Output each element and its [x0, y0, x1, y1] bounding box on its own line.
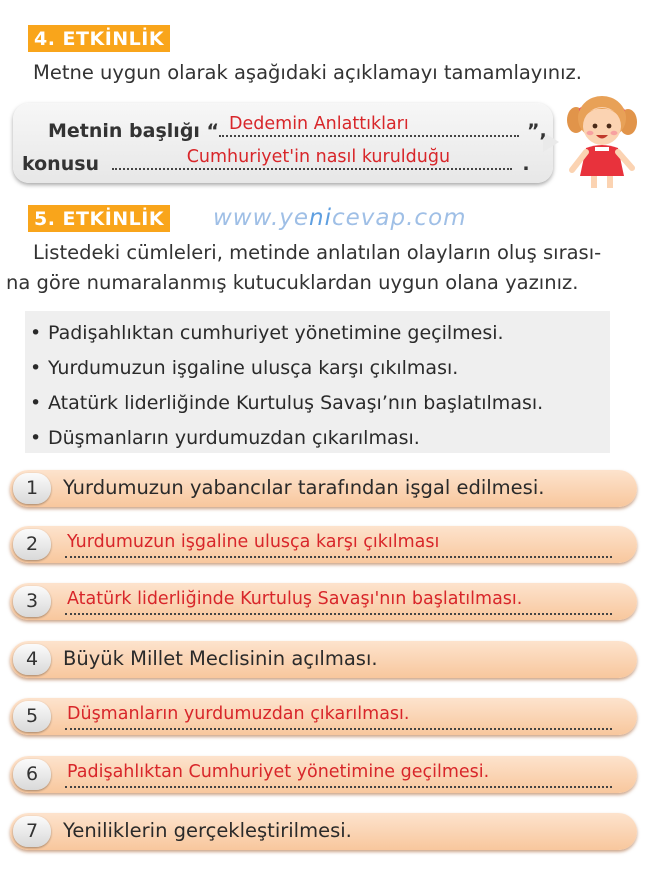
sentence-list — [25, 311, 610, 453]
row-number: 1 — [13, 473, 51, 504]
bullet-icon: • — [30, 392, 42, 414]
row-answer-field[interactable] — [65, 761, 612, 788]
row-answer-field[interactable] — [65, 588, 612, 615]
bullet-icon: • — [30, 357, 42, 379]
sequence-row-3 — [10, 583, 637, 620]
list-item-text: Yurdumuzun işgaline ulusça karşı çıkılması. — [48, 357, 459, 379]
row-number: 4 — [13, 644, 51, 675]
topic-line — [22, 147, 530, 175]
list-item-text: Düşmanların yurdumuzdan çıkarılması. — [48, 427, 420, 449]
title-answer: Dedemin Anlattıkları — [229, 114, 409, 134]
row-text: Yurdumuzun yabancılar tarafından işgal edilmesi. — [63, 476, 545, 499]
title-answer-field[interactable] — [219, 114, 519, 137]
row-answer-field[interactable] — [65, 531, 612, 558]
watermark-part-3: cevap.com — [332, 205, 467, 231]
topic-answer-field[interactable] — [112, 147, 512, 170]
list-item — [30, 386, 610, 421]
list-item — [30, 351, 610, 386]
list-item-text: Atatürk liderliğinde Kurtuluş Savaşı’nın başlatılması. — [48, 392, 544, 414]
bullet-icon: • — [30, 427, 42, 449]
title-close: ”, — [527, 120, 547, 142]
row-number: 3 — [13, 586, 51, 617]
bullet-icon: • — [30, 322, 42, 344]
girl-illustration-icon — [562, 92, 642, 192]
list-item-text: Padişahlıktan cumhuriyet yönetimine geçilmesi. — [48, 322, 504, 344]
watermark — [213, 205, 467, 231]
row-answer: Padişahlıktan Cumhuriyet yönetimine geçilmesi. — [67, 762, 490, 782]
activity-4-instruction: Metne uygun olarak aşağıdaki açıklamayı tamamlayınız. — [33, 61, 582, 84]
row-number: 6 — [13, 759, 51, 790]
activity-5-badge: 5. ETKİNLİK — [28, 205, 170, 232]
title-label: Metnin başlığı “ — [48, 120, 220, 142]
watermark-part-1: www.ye — [213, 205, 310, 231]
row-answer: Atatürk liderliğinde Kurtuluş Savaşı'nın başlatılması. — [67, 589, 523, 609]
activity-5-instruction-line-1: Listedeki cümleleri, metinde anlatılan olayların oluş sırası- — [33, 241, 602, 264]
sequence-row-2 — [10, 526, 637, 563]
watermark-part-2: ni — [309, 205, 333, 231]
list-item — [30, 421, 610, 456]
topic-end: . — [522, 153, 530, 175]
activity-5-instruction-line-2: na göre numaralanmış kutucuklardan uygun olana yazınız. — [6, 271, 579, 294]
topic-answer: Cumhuriyet'in nasıl kurulduğu — [186, 147, 451, 167]
sequence-row-4 — [10, 641, 637, 678]
list-item — [30, 316, 610, 351]
row-number: 7 — [13, 816, 51, 847]
title-line — [48, 114, 547, 142]
row-answer-field[interactable] — [65, 703, 612, 730]
topic-label: konusu — [22, 153, 100, 175]
row-number: 2 — [13, 529, 51, 560]
activity-4-badge: 4. ETKİNLİK — [28, 25, 170, 52]
row-answer: Yurdumuzun işgaline ulusça karşı çıkılması — [67, 532, 440, 552]
row-text: Yeniliklerin gerçekleştirilmesi. — [63, 819, 352, 842]
sequence-row-6 — [10, 756, 637, 793]
sequence-row-7 — [10, 813, 637, 850]
sequence-row-5 — [10, 698, 637, 735]
row-answer: Düşmanların yurdumuzdan çıkarılması. — [67, 704, 410, 724]
row-number: 5 — [13, 701, 51, 732]
sequence-row-1 — [10, 470, 637, 507]
row-text: Büyük Millet Meclisinin açılması. — [63, 647, 378, 670]
